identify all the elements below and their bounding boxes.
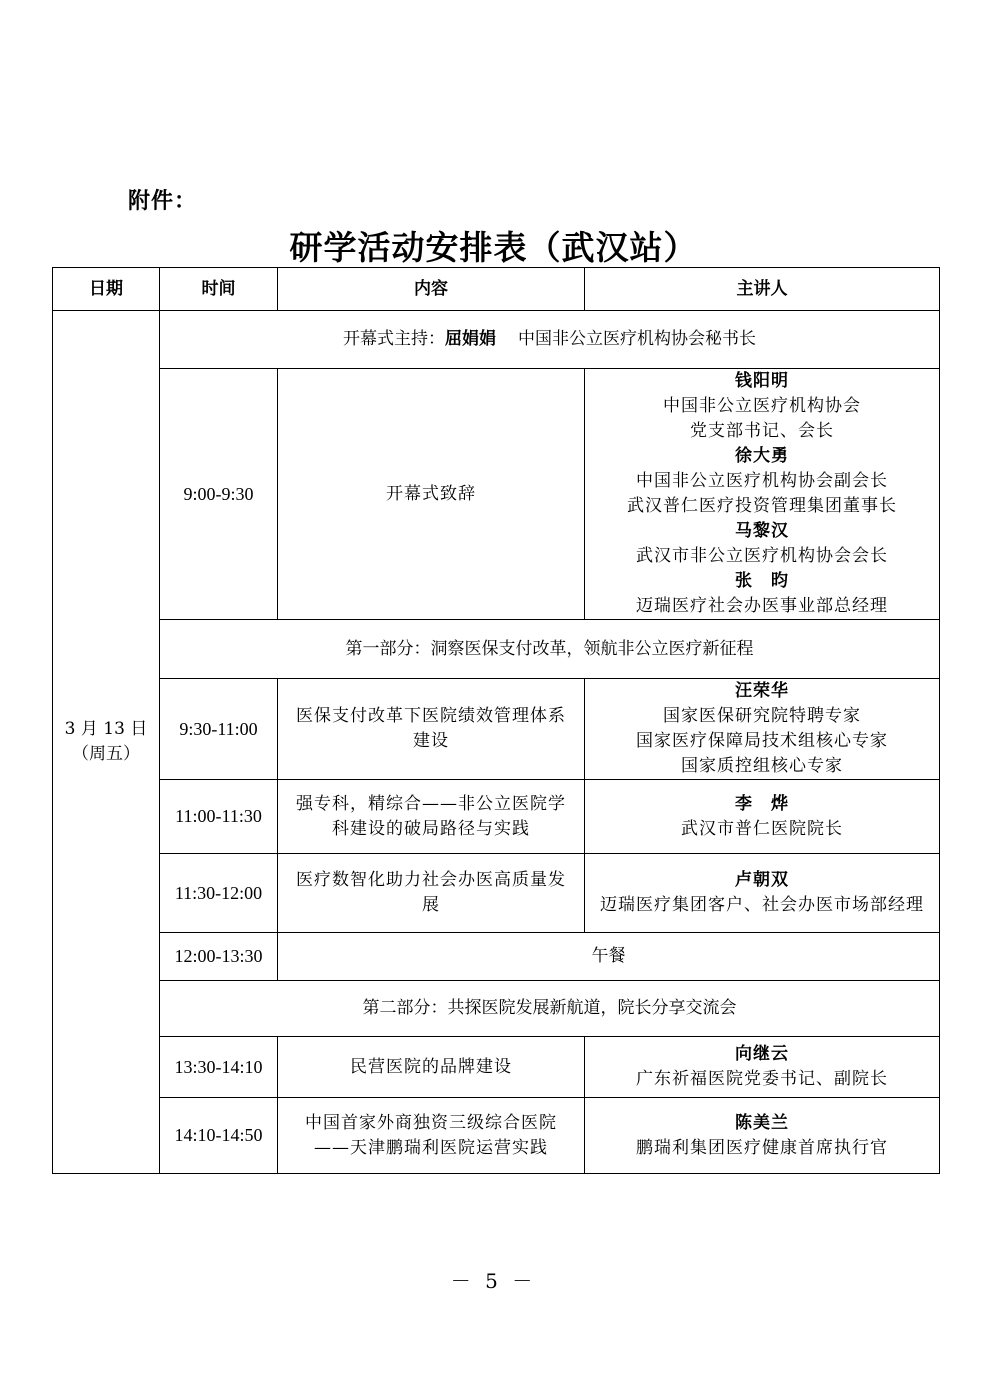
time-cell: 14:10-14:50	[160, 1098, 278, 1174]
opening-host-name: 屈娟娟	[445, 329, 496, 349]
opening-host-title: 中国非公立医疗机构协会秘书长	[518, 329, 756, 349]
speaker-name: 马黎汉	[735, 521, 789, 541]
header-date: 日期	[53, 268, 160, 311]
speaker-name: 徐大勇	[735, 446, 789, 466]
speaker-title: 国家医疗保障局技术组核心专家	[636, 731, 888, 751]
header-time: 时间	[160, 268, 278, 311]
speaker-title: 迈瑞医疗社会办医事业部总经理	[636, 596, 888, 616]
section-1-title: 第一部分：洞察医保支付改革，领航非公立医疗新征程	[160, 620, 940, 679]
date-cell	[53, 311, 160, 1174]
speaker-title: 武汉市非公立医疗机构协会会长	[636, 546, 888, 566]
table-row	[53, 369, 940, 620]
content-cell: 民营医院的品牌建设	[278, 1037, 585, 1098]
speaker-name: 张 昀	[735, 571, 789, 591]
speaker-title: 迈瑞医疗集团客户、社会办医市场部经理	[600, 895, 924, 915]
header-speaker: 主讲人	[585, 268, 940, 311]
speaker-cell	[585, 369, 940, 620]
speaker-title: 武汉普仁医疗投资管理集团董事长	[627, 496, 897, 516]
content-cell: 医疗数智化助力社会办医高质量发展	[278, 854, 585, 933]
lunch-row	[53, 933, 940, 981]
page-title: 研学活动安排表（武汉站）	[289, 228, 698, 267]
table-header-row	[53, 268, 940, 311]
time-cell: 9:30-11:00	[160, 679, 278, 780]
speaker-cell	[585, 1098, 940, 1174]
content-cell: 强专科，精综合——非公立医院学科建设的破局路径与实践	[278, 780, 585, 854]
speaker-title: 党支部书记、会长	[690, 421, 834, 441]
speaker-name: 向继云	[735, 1044, 789, 1064]
speaker-title: 鹏瑞利集团医疗健康首席执行官	[636, 1137, 888, 1158]
speaker-title: 广东祈福医院党委书记、副院长	[636, 1069, 888, 1089]
section-row	[53, 620, 940, 679]
table-row	[53, 679, 940, 780]
speaker-name: 钱阳明	[735, 371, 789, 391]
speaker-title: 国家质控组核心专家	[681, 756, 843, 776]
section-2-title: 第二部分：共探医院发展新航道，院长分享交流会	[160, 981, 940, 1037]
opening-host-label: 开幕式主持：	[343, 329, 445, 349]
table-row	[53, 780, 940, 854]
lunch-cell: 午餐	[278, 933, 940, 981]
speaker-cell	[585, 854, 940, 933]
opening-host-row	[53, 311, 940, 369]
speaker-name: 陈美兰	[735, 1112, 789, 1133]
attachment-label: 附件：	[128, 189, 198, 214]
time-cell: 12:00-13:30	[160, 933, 278, 981]
table-row	[53, 854, 940, 933]
opening-host-cell	[160, 311, 940, 369]
time-cell: 11:00-11:30	[160, 780, 278, 854]
content-line: 中国首家外商独资三级综合医院	[305, 1112, 557, 1133]
time-cell: 13:30-14:10	[160, 1037, 278, 1098]
speaker-name: 汪荣华	[735, 681, 789, 701]
speaker-title: 国家医保研究院特聘专家	[663, 706, 861, 726]
speaker-cell	[585, 679, 940, 780]
content-cell	[278, 1098, 585, 1174]
header-content: 内容	[278, 268, 585, 311]
table-row	[53, 1037, 940, 1098]
speaker-cell	[585, 1037, 940, 1098]
page-number: － 5 －	[450, 1269, 537, 1293]
speaker-cell	[585, 780, 940, 854]
content-line: ——天津鹏瑞利医院运营实践	[314, 1137, 548, 1158]
speaker-title: 武汉市普仁医院院长	[681, 818, 843, 839]
date-line1: 3 月 13 日	[64, 719, 148, 739]
schedule-table	[52, 267, 940, 1174]
time-cell: 11:30-12:00	[160, 854, 278, 933]
content-cell: 医保支付改革下医院绩效管理体系建设	[278, 679, 585, 780]
table-row	[53, 1098, 940, 1174]
time-cell: 9:00-9:30	[160, 369, 278, 620]
speaker-title: 中国非公立医疗机构协会	[663, 396, 861, 416]
section-row	[53, 981, 940, 1037]
date-line2: （周五）	[72, 744, 140, 764]
speaker-name: 李 烨	[735, 793, 789, 814]
speaker-title: 中国非公立医疗机构协会副会长	[636, 471, 888, 491]
content-cell: 开幕式致辞	[278, 369, 585, 620]
speaker-name: 卢朝双	[735, 870, 789, 890]
